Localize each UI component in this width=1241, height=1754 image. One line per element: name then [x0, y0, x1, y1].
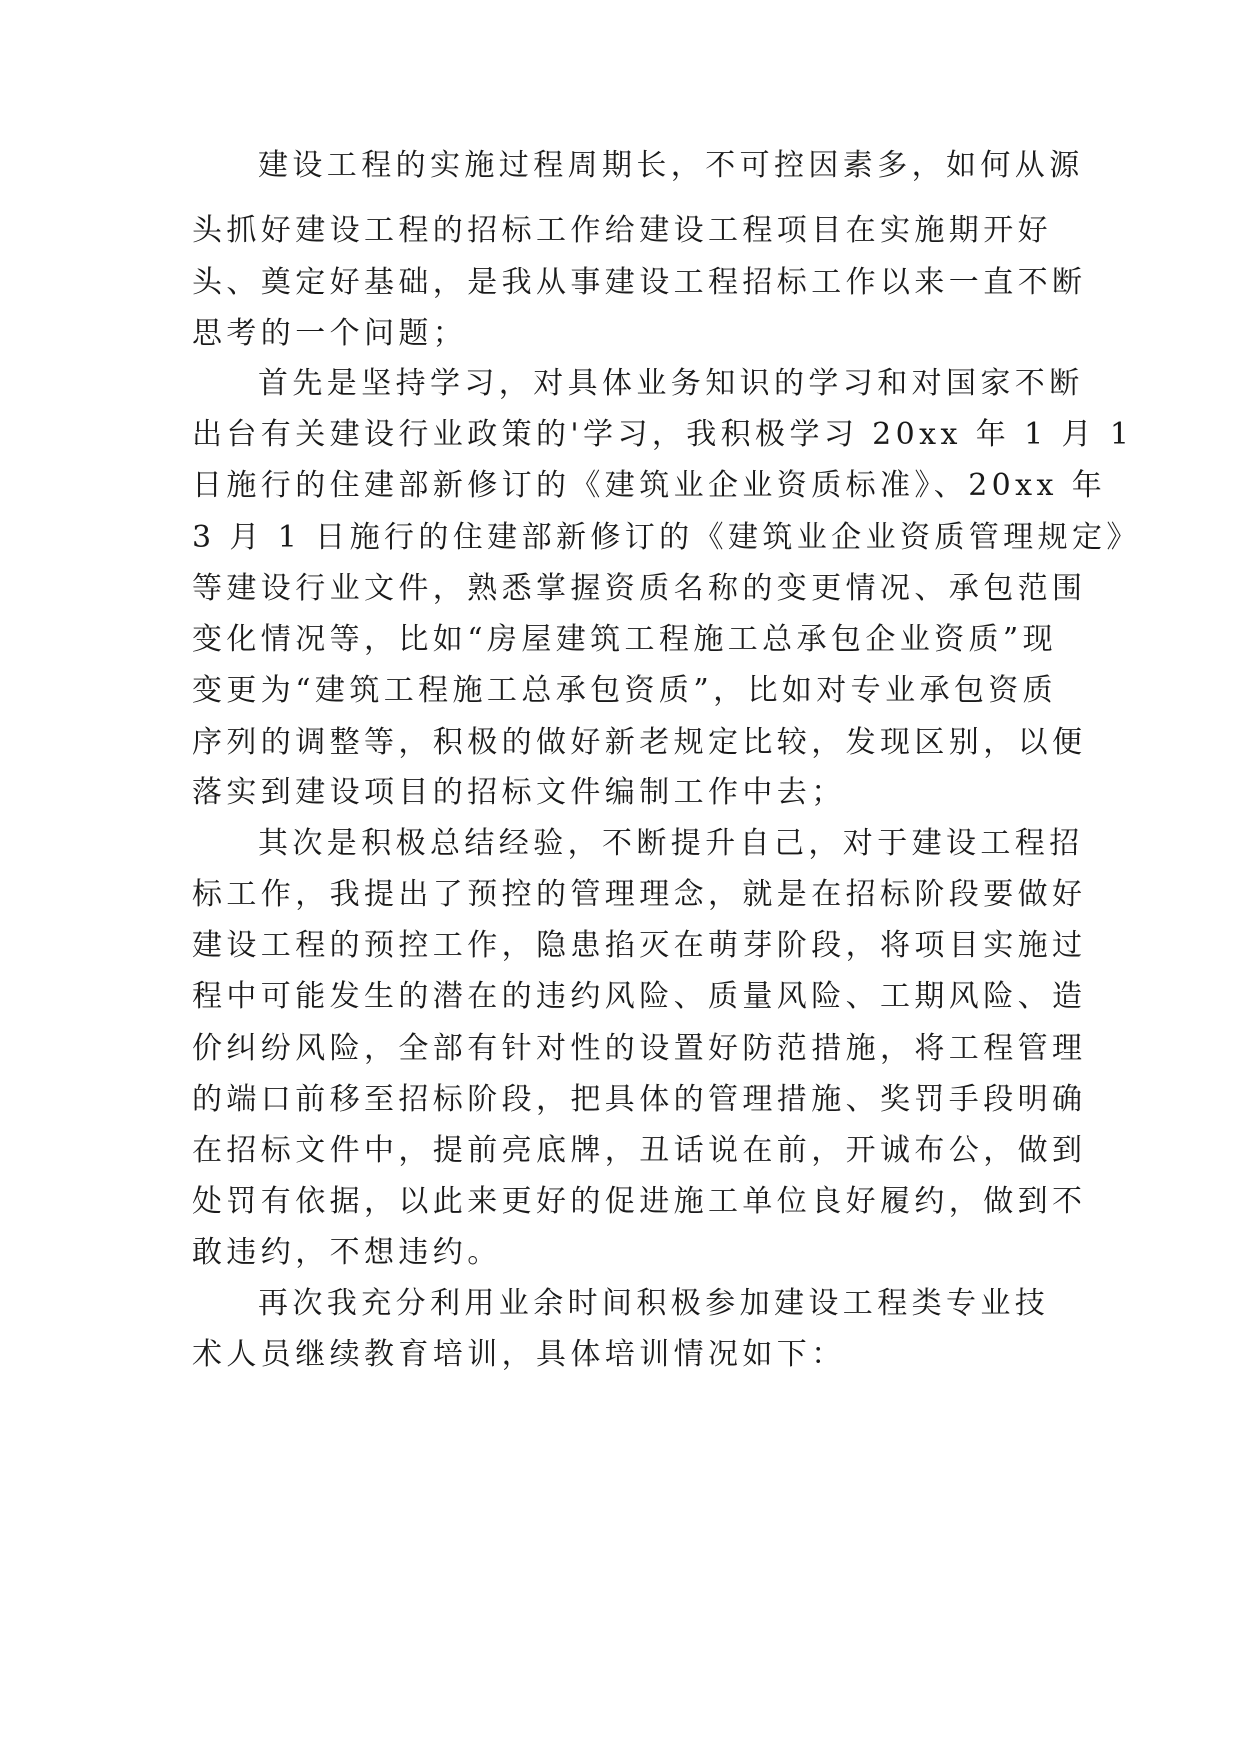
paragraph-4-line-1: 再次我充分利用业余时间积极参加建设工程类专业技	[258, 1286, 1050, 1321]
paragraph-1-line-1: 建设工程的实施过程周期长，不可控因素多，如何从源	[258, 148, 1084, 183]
paragraph-2-line-4: 3 月 1 日施行的住建部新修订的《建筑业企业资质管理规定》	[192, 520, 1141, 555]
paragraph-1-line-3: 头、奠定好基础，是我从事建设工程招标工作以来一直不断	[192, 265, 1087, 300]
paragraph-4-line-2: 术人员继续教育培训，具体培训情况如下：	[192, 1337, 846, 1372]
paragraph-3-line-1: 其次是积极总结经验，不断提升自己，对于建设工程招	[258, 826, 1084, 861]
paragraph-2-line-6: 变化情况等，比如“房屋建筑工程施工总承包企业资质”现	[192, 622, 1058, 657]
paragraph-3-line-5: 价纠纷风险，全部有针对性的设置好防范措施，将工程管理	[192, 1031, 1087, 1066]
paragraph-2-line-2: 出台有关建设行业政策的'学习，我积极学习 20xx 年 1 月 1	[192, 417, 1134, 452]
paragraph-3-line-2: 标工作，我提出了预控的管理理念，就是在招标阶段要做好	[192, 877, 1087, 912]
paragraph-2-line-7: 变更为“建筑工程施工总承包资质”，比如对专业承包资质	[192, 673, 1058, 708]
paragraph-2-line-3: 日施行的住建部新修订的《建筑业企业资质标准》、20xx 年	[192, 468, 1107, 503]
paragraph-3-line-6: 的端口前移至招标阶段，把具体的管理措施、奖罚手段明确	[192, 1082, 1087, 1117]
paragraph-2-line-5: 等建设行业文件，熟悉掌握资质名称的变更情况、承包范围	[192, 571, 1087, 606]
paragraph-3-line-9: 敢违约，不想违约。	[192, 1235, 502, 1270]
paragraph-1-line-2: 头抓好建设工程的招标工作给建设工程项目在实施期开好	[192, 213, 1052, 248]
paragraph-3-line-7: 在招标文件中，提前亮底牌，丑话说在前，开诚布公，做到	[192, 1133, 1087, 1168]
paragraph-1-line-4: 思考的一个问题；	[192, 316, 468, 351]
paragraph-2-line-8: 序列的调整等，积极的做好新老规定比较，发现区别，以便	[192, 725, 1087, 760]
paragraph-3-line-8: 处罚有依据，以此来更好的促进施工单位良好履约，做到不	[192, 1184, 1087, 1219]
paragraph-2-line-9: 落实到建设项目的招标文件编制工作中去；	[192, 775, 846, 810]
paragraph-3-line-3: 建设工程的预控工作，隐患掐灭在萌芽阶段，将项目实施过	[192, 928, 1087, 963]
paragraph-3-line-4: 程中可能发生的潜在的违约风险、质量风险、工期风险、造	[192, 979, 1087, 1014]
paragraph-2-line-1: 首先是坚持学习，对具体业务知识的学习和对国家不断	[258, 366, 1084, 401]
